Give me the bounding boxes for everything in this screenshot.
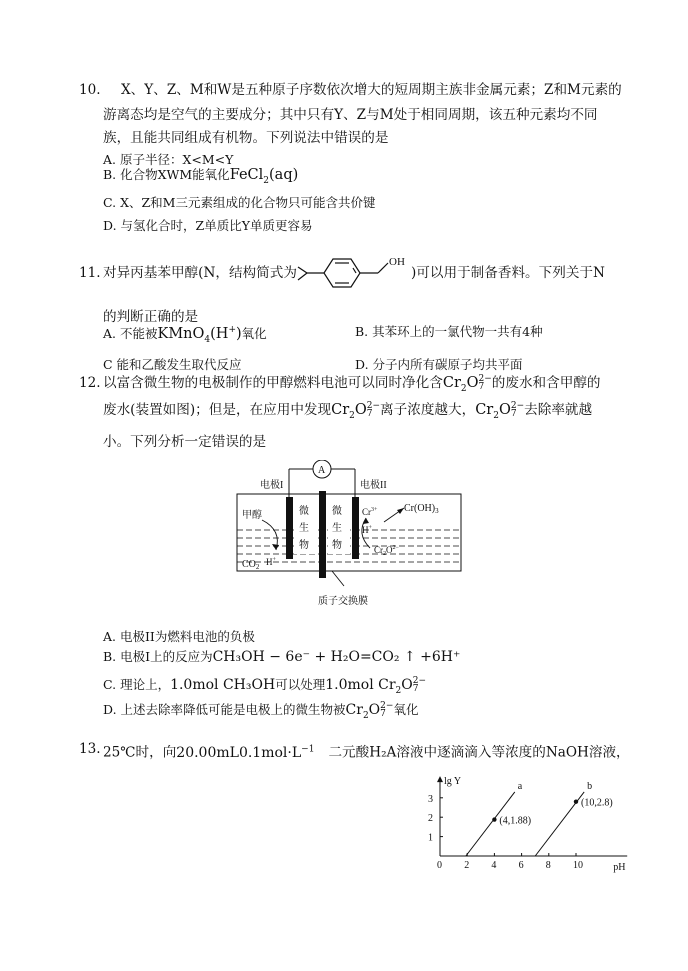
microbe-char-3-right: 物 (332, 540, 342, 551)
q12-stem-line-1: 以富含微生物的电极制作的甲醇燃料电池可以同时净化含$Cr_2O2-$ 7 的废水和含甲醇的 (103, 374, 601, 394)
proton-exchange-membrane (319, 491, 326, 578)
q11-option-c: C 能和乙酸发生取代反应 (103, 357, 242, 372)
q12-fuel-cell-figure (232, 460, 468, 610)
q10-stem-line-1: X、Y、Z、M和W是五种原子序数依次增大的短周期主族非金属元素；Z和M元素的 (121, 82, 622, 98)
x-tick-label: 10 (573, 860, 583, 871)
x-axis-label: pH (613, 862, 626, 873)
y-axis-arrow (437, 776, 443, 782)
q12-option-a: A. 电极II为燃料电池的负极 (103, 629, 255, 644)
q11-stem-pre: 对异丙基苯甲醇(N，结构简式为 (103, 265, 297, 281)
q13-chart (418, 760, 628, 882)
electrode-1 (286, 497, 293, 559)
series-label-a: a (517, 780, 523, 792)
q11-stem-post: )可以用于制备香料。下列关于N (411, 265, 605, 281)
q11-structure-formula (294, 249, 412, 301)
electrode-2-label: 电极II (360, 480, 387, 491)
q11-option-a: A. 不能被KMnO$_4$(H+)氧化 (103, 325, 267, 345)
q13-number: 13. (79, 741, 101, 757)
co2-label: $CO_2$ (242, 559, 260, 571)
microbe-char-1-right: 微 (332, 506, 342, 517)
q10-option-c: C. X、Z和M三元素组成的化合物只可能含共价键 (103, 195, 376, 210)
q11-number: 11. (79, 265, 101, 281)
oh-label: OH (389, 256, 405, 268)
membrane-label: 质子交换膜 (318, 596, 368, 607)
q12-stem-line-2: 废水(装置如图)；但是，在应用中发现$Cr_2O2-$ 7 离子浓度越大，$Cr_2O2-$ 7 去除率就越 (103, 401, 593, 421)
series-label-b: b (587, 780, 593, 792)
point-label-a: (4,1.88) (499, 815, 532, 827)
q12-option-b: B. 电极I上的反应为CH₃OH − 6e⁻ + H₂O=CO₂ ↑ +6H⁺ (103, 649, 461, 665)
x-tick-label: 2 (464, 860, 470, 871)
x-tick-label: 0 (437, 860, 442, 871)
q12-option-d: D. 上述去除率降低可能是电极上的微生物被$Cr_2O2-$ 7 氧化 (103, 701, 419, 721)
microbe-char-3: 物 (299, 540, 309, 551)
x-tick-label: 6 (518, 860, 524, 871)
microbe-char-2: 生 (299, 523, 309, 534)
x-tick-label: 4 (491, 860, 497, 871)
q11-stem-line-2: 的判断正确的是 (103, 309, 199, 325)
cr2o7-label: $Cr_2O^{2-}$ (374, 545, 399, 557)
q10-option-d: D. 与氢化合时，Z单质比Y单质更容易 (103, 218, 313, 233)
electrode-1-label: 电极I (260, 480, 284, 491)
q11-option-d: D. 分子内所有碳原子均共平面 (355, 357, 523, 372)
series-point-b (574, 799, 578, 803)
q12-stem-line-3: 小。下列分析一定错误的是 (103, 434, 267, 450)
cr3-label: $Cr^{3+}$ (362, 507, 378, 517)
q12-option-c: C. 理论上，1.0mol CH₃OH可以处理1.0mol $Cr_2O2-$ 7 (103, 676, 427, 696)
y-tick-label: 2 (428, 813, 433, 825)
q11-option-b: B. 其苯环上的一氯代物一共有4种 (355, 324, 543, 339)
electrode-2 (352, 497, 359, 559)
y-tick-label: 3 (428, 793, 433, 805)
q10-number: 10. (79, 82, 101, 98)
point-label-b: (10,2.8) (581, 797, 613, 809)
q10-option-a: A. 原子半径：X<M<Y (103, 152, 234, 167)
x-tick-label: 8 (545, 860, 551, 871)
methanol-label: 甲醇 (242, 510, 262, 521)
microbe-char-2-right: 生 (332, 523, 342, 534)
q10-option-b: B. 化合物XWM能氧化FeCl$_2$(aq) (103, 167, 299, 186)
q10-stem-line-3: 族，且能共同组成有机物。下列说法中错误的是 (103, 130, 389, 146)
q12-number: 12. (79, 375, 101, 391)
microbe-char-1: 微 (299, 506, 309, 517)
ammeter-label: A (318, 465, 326, 476)
h-plus-right: H+ (362, 525, 372, 535)
h-plus-left: H+ (266, 557, 276, 567)
series-point-a (492, 817, 496, 821)
y-axis-label: lg Y (444, 776, 462, 788)
y-tick-label: 1 (428, 832, 433, 844)
croh3-label: $Cr(OH)_3$ (404, 503, 439, 515)
q10-stem-line-2: 游离态均是空气的主要成分；其中只有Y、Z与M处于相同周期，该五种元素均不同 (103, 107, 598, 123)
q13-stem: 25℃时，向$20.00mL0.1mol\cdot L^{-1}$ 二元酸H₂A溶液中逐滴滴入等浓度的NaOH溶液， (103, 744, 630, 761)
